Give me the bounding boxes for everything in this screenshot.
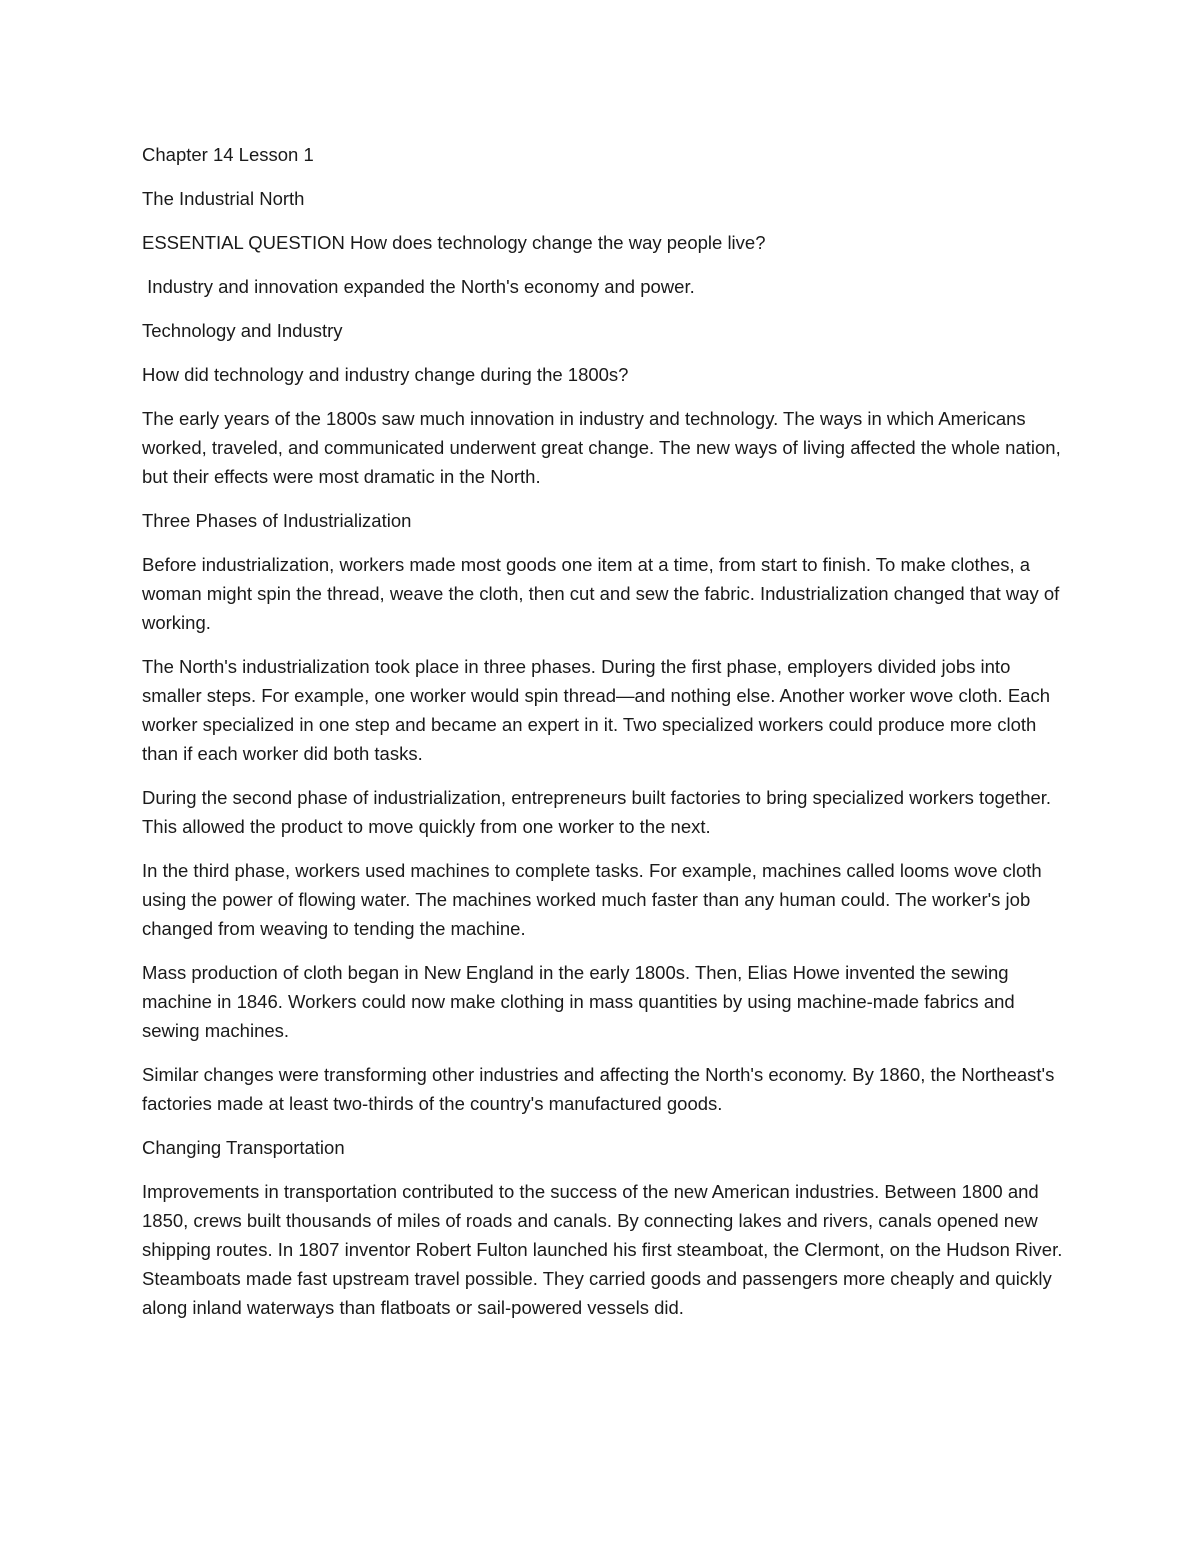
paragraph-mass-production: Mass production of cloth began in New England in the early 1800s. Then, Elias Howe invented the sewing machine in 1846. Workers could now make clothing in mass quantities by using machine-made fabrics and sewing machines. [142,962,1015,1041]
section-heading-technology: Technology and Industry [142,320,343,341]
paragraph-third-phase: In the third phase, workers used machines to complete tasks. For example, machines called looms wove cloth using the power of flowing water. The machines worked much faster than any human could. The worker's job changed from weaving to tending the machine. [142,860,1042,939]
main-idea: Industry and innovation expanded the North's economy and power. [142,276,695,297]
paragraph-second-phase: During the second phase of industrialization, entrepreneurs built factories to bring specialized workers together. This allowed the product to move quickly from one worker to the next. [142,787,1052,837]
lesson-title: The Industrial North [142,188,305,209]
paragraph-improvements-transportation: Improvements in transportation contributed to the success of the new American industries. Between 1800 and 1850, crews built thousands of miles of roads and canals. By connecting lakes and rivers, canals opened new shipping routes. In 1807 inventor Robert Fulton launched his first steamboat, the Clermont, on the Hudson River. Steamboats made fast upstream travel possible. They carried goods and passengers more cheaply and quickly along inland waterways than flatboats or sail-powered vessels did. [142,1181,1063,1318]
section-heading-three-phases: Three Phases of Industrialization [142,510,412,531]
paragraph-before-industrialization: Before industrialization, workers made most goods one item at a time, from start to finish. To make clothes, a woman might spin the thread, weave the cloth, then cut and sew the fabric. Industrialization changed that way of working. [142,554,1060,633]
essential-question: ESSENTIAL QUESTION How does technology change the way people live? [142,232,766,253]
chapter-label: Chapter 14 Lesson 1 [142,144,314,165]
paragraph-similar-changes: Similar changes were transforming other industries and affecting the North's economy. By 1860, the Northeast's factories made at least two-thirds of the country's manufactured goods. [142,1064,1055,1114]
section-heading-transportation: Changing Transportation [142,1137,345,1158]
paragraph-early-years: The early years of the 1800s saw much innovation in industry and technology. The ways in which Americans worked, traveled, and communicated underwent great change. The new ways of living affected the whole nation, but their effects were most dramatic in the North. [142,408,1061,487]
document-body [142,140,1072,1337]
paragraph-three-phases: The North's industrialization took place in three phases. During the first phase, employers divided jobs into smaller steps. For example, one worker would spin thread—and nothing else. Another worker wove cloth. Each worker specialized in one step and became an expert in it. Two specialized workers could produce more cloth than if each worker did both tasks. [142,656,1050,764]
guiding-question: How did technology and industry change during the 1800s? [142,364,629,385]
